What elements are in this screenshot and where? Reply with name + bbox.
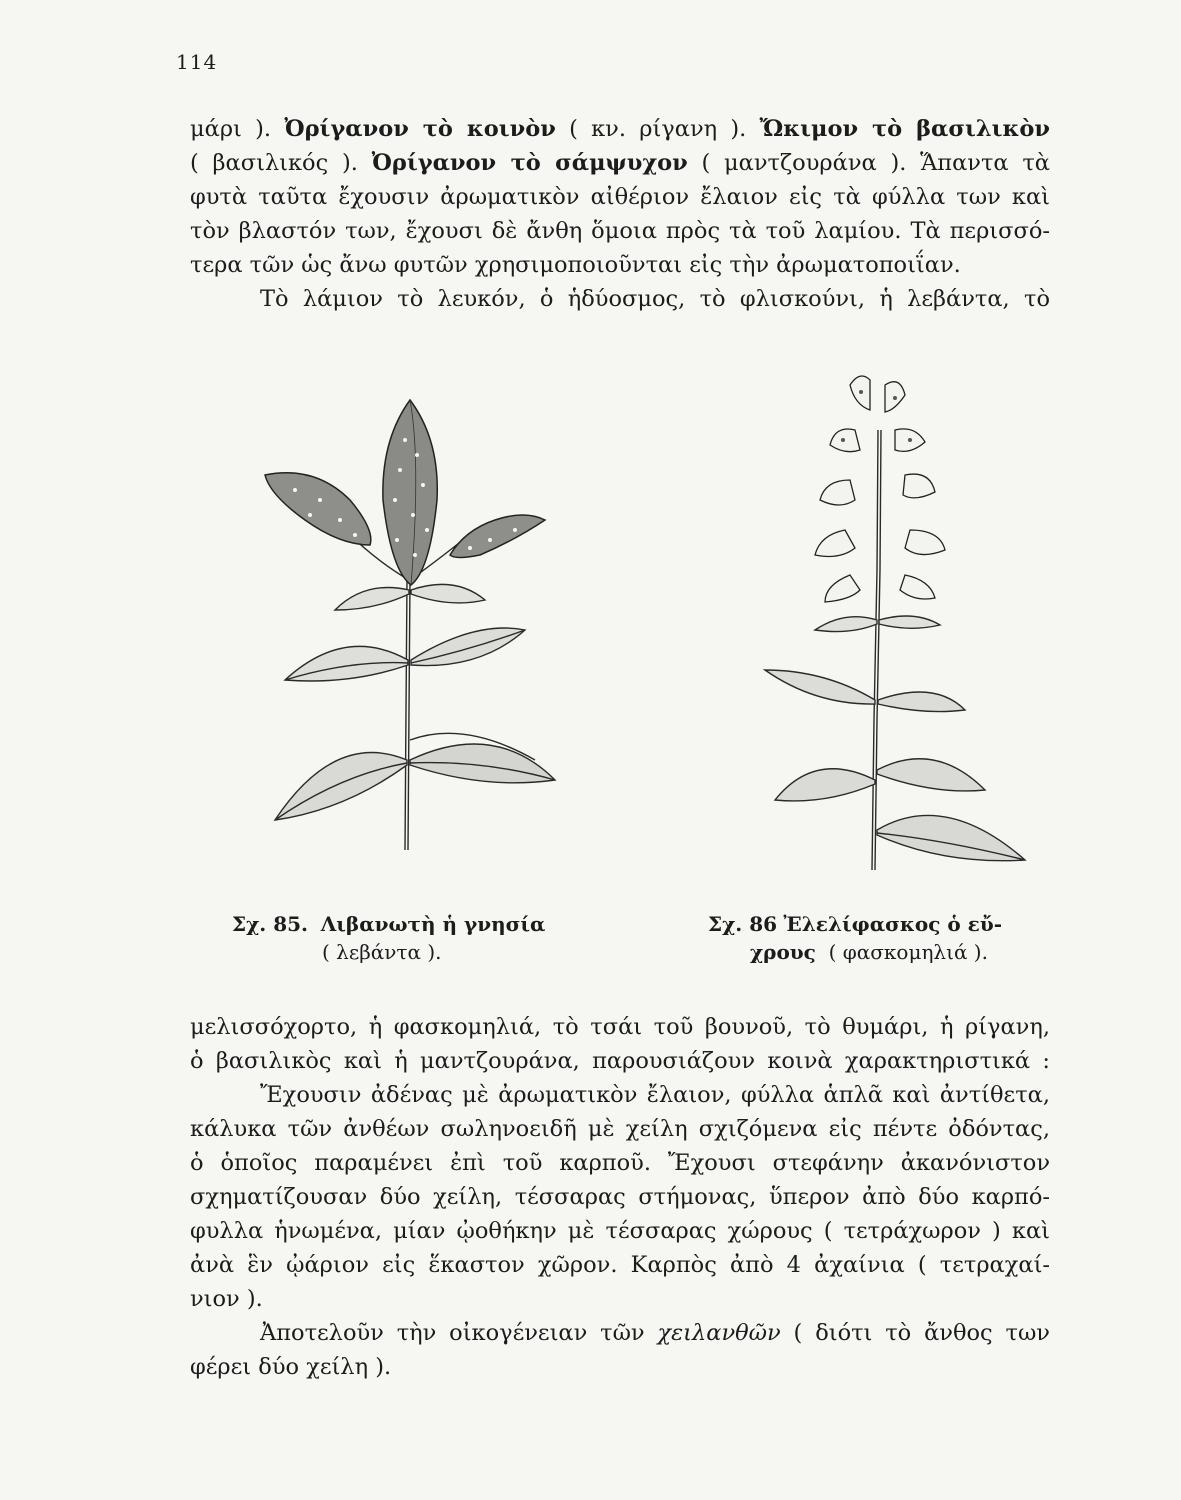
figure-name: Λιβανωτὴ ἡ γνησία: [320, 912, 546, 936]
italic-family-name: χειλανθῶν: [657, 1320, 781, 1346]
top-line-3: φυτὰ ταῦτα ἔχουσιν ἀρωματικὸν αἰθέριον ἔλαιον εἰς τὰ φύλλα των καὶ: [190, 184, 1050, 210]
top-paragraph: [190, 112, 1050, 316]
figure-common-name: ( λεβάντα ).: [322, 940, 442, 964]
figure-number: Σχ. 85.: [232, 912, 309, 936]
bottom-line-5: ὁ ὁποῖος παραμένει ἐπὶ τοῦ καρποῦ. Ἔχουσι στεφάνην ἀκανόνιστον: [190, 1150, 1050, 1176]
lavender-plant-illustration: [225, 380, 575, 860]
top-line-4: τὸν βλαστόν των, ἔχουσι δὲ ἄνθη ὅμοια πρὸς τὰ τοῦ λαμίου. Τὰ περισσό-: [190, 218, 1050, 244]
top-line-2: [190, 146, 1050, 180]
bold-species-name: [372, 150, 688, 176]
bottom-line-6: σχηματίζουσαν δύο χείλη, τέσσαρας στήμονας, ὕπερον ἀπὸ δύο καρπό-: [190, 1184, 1050, 1210]
text-run: ( βασιλικός ).: [190, 150, 372, 176]
figure-86-caption: [708, 910, 1048, 966]
species-origanum-majorana: Ὀρίγανον τὸ σάμψυχον: [371, 150, 688, 176]
top-line-5: τερα τῶν ὡς ἄνω φυτῶν χρησιμοποιοῦνται εἰς τὴν ἀρωματοποιΐαν.: [190, 252, 961, 278]
bottom-line-9: νιον ).: [190, 1286, 263, 1312]
bold-species-name: [760, 116, 1050, 142]
text-run: μάρι ).: [190, 116, 285, 142]
page-number: 114: [176, 50, 218, 74]
text-run: ( κν. ρίγανη ).: [555, 116, 760, 142]
bottom-paragraph: [190, 1010, 1050, 1384]
bottom-line-4: κάλυκα τῶν ἀνθέων σωληνοειδῆ μὲ χείλη σχιζόμενα εἰς πέντε ὀδόντας,: [190, 1116, 1050, 1142]
bottom-line-3: Ἔχουσιν ἀδένας μὲ ἀρωματικὸν ἔλαιον, φύλλα ἁπλᾶ καὶ ἀντίθετα,: [260, 1082, 1050, 1108]
sage-plant-illustration: [755, 370, 1055, 880]
figure-name: Ἐλελίφασκος ὁ εὔ-: [783, 912, 1002, 936]
bold-species-name: [284, 116, 556, 142]
figure-85-caption: [232, 910, 592, 966]
text-run: ( μαντζουράνα ). Ἅπαντα τὰ: [687, 150, 1050, 176]
bottom-line-11: φέρει δύο χείλη ).: [190, 1354, 392, 1380]
top-line-6: Τὸ λάμιον τὸ λευκόν, ὁ ἡδύοσμος, τὸ φλισκούνι, ἡ λεβάντα, τὸ: [260, 286, 1050, 312]
bottom-line-1: μελισσόχορτο, ἡ φασκομηλιά, τὸ τσάι τοῦ βουνοῦ, τὸ θυμάρι, ἡ ρίγανη,: [190, 1014, 1050, 1040]
figure-common-name: ( φασκομηλιά ).: [828, 940, 988, 964]
figure-number: Σχ. 86: [708, 912, 778, 936]
bottom-line-2: ὁ βασιλικὸς καὶ ἡ μαντζουράνα, παρουσιάζουν κοινὰ χαρακτηριστικά :: [190, 1048, 1050, 1074]
species-ocimum-basilicum: Ὤκιμον τὸ βασιλικὸν: [759, 116, 1050, 142]
bottom-line-7: φυλλα ἡνωμένα, μίαν ᾠοθήκην μὲ τέσσαρας χώρους ( τετράχωρον ) καὶ: [190, 1218, 1050, 1244]
species-origanum-vulgare: Ὀρίγανον τὸ κοινὸν: [284, 116, 556, 142]
text-run: ( διότι τὸ ἄνθος των: [780, 1320, 1050, 1346]
bottom-line-10: [190, 1316, 1050, 1350]
text-run: Ἀποτελοῦν τὴν οἰκογένειαν τῶν: [260, 1320, 658, 1346]
bottom-line-8: ἀνὰ ἓν ᾠάριον εἰς ἕκαστον χῶρον. Καρπὸς ἀπὸ 4 ἀχαίνια ( τετραχαί-: [190, 1252, 1050, 1278]
figure-name-continued: χρους: [750, 940, 816, 964]
top-line-1: [190, 112, 1050, 146]
